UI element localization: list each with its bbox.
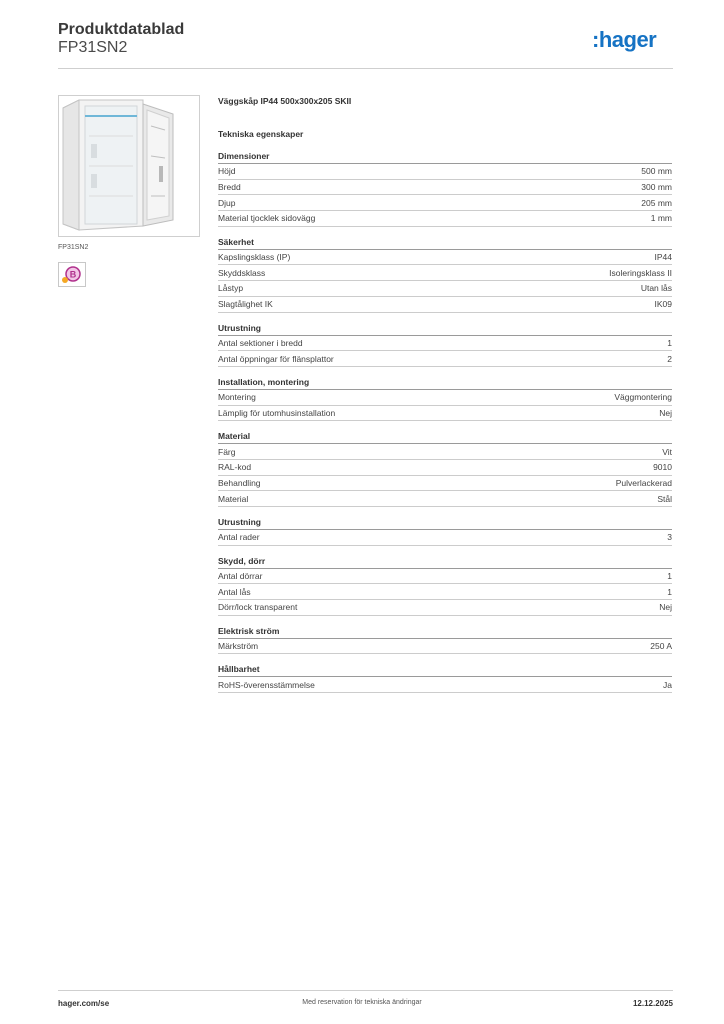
spec-row <box>218 250 672 266</box>
spec-row <box>218 336 672 352</box>
spec-value: 1 <box>667 571 672 582</box>
spec-row <box>218 180 672 196</box>
spec-label: Låstyp <box>218 283 244 294</box>
spec-section <box>218 431 672 507</box>
spec-section <box>218 323 672 367</box>
spec-label: Kapslingsklass (IP) <box>218 252 291 263</box>
section-title: Utrustning <box>218 323 672 336</box>
wall-cabinet-illustration <box>59 96 199 236</box>
spec-label: Material <box>218 493 249 504</box>
spec-row <box>218 265 672 281</box>
spec-row <box>218 390 672 406</box>
spec-label: Skyddsklass <box>218 267 266 278</box>
eco-label-badge-icon <box>58 262 86 287</box>
footer-date: 12.12.2025 <box>632 999 673 1008</box>
product-image <box>58 95 200 237</box>
spec-value: Ja <box>663 679 672 690</box>
spec-section <box>218 151 672 227</box>
spec-label: Höjd <box>218 166 236 177</box>
spec-value: IP44 <box>654 252 672 263</box>
spec-label: Slagtålighet IK <box>218 299 273 310</box>
spec-label: Bredd <box>218 182 241 193</box>
spec-value: 205 mm <box>641 197 672 208</box>
spec-label: Djup <box>218 197 236 208</box>
section-title: Säkerhet <box>218 237 672 250</box>
footer-disclaimer: Med reservation för tekniska ändringar <box>302 999 422 1006</box>
header-divider <box>58 68 673 69</box>
spec-section <box>218 626 672 655</box>
spec-section <box>218 517 672 546</box>
spec-value: 300 mm <box>641 182 672 193</box>
spec-row <box>218 281 672 297</box>
product-description: Väggskåp IP44 500x300x205 SKII <box>218 96 352 106</box>
spec-label: Antal lås <box>218 586 251 597</box>
spec-label: Montering <box>218 392 256 403</box>
section-title: Elektrisk ström <box>218 626 672 639</box>
spec-value: 250 A <box>650 641 672 652</box>
spec-row <box>218 211 672 227</box>
spec-label: Material tjocklek sidovägg <box>218 213 316 224</box>
spec-value: Nej <box>659 602 672 613</box>
spec-label: Antal dörrar <box>218 571 263 582</box>
spec-label: RoHS-överensstämmelse <box>218 679 315 690</box>
product-reference: FP31SN2 <box>58 39 128 56</box>
spec-value: Pulverlackerad <box>615 477 672 488</box>
spec-row <box>218 569 672 585</box>
svg-text:B: B <box>69 269 77 280</box>
spec-section <box>218 556 672 616</box>
spec-value: Nej <box>659 407 672 418</box>
spec-label: Färg <box>218 446 236 457</box>
spec-row <box>218 677 672 693</box>
footer-website: hager.com/se <box>58 999 110 1008</box>
spec-value: Utan lås <box>640 283 672 294</box>
spec-value: 500 mm <box>641 166 672 177</box>
section-title: Material <box>218 431 672 444</box>
spec-label: RAL-kod <box>218 462 252 473</box>
spec-value: 9010 <box>653 462 672 473</box>
spec-row <box>218 476 672 492</box>
page-title: Produktdatablad <box>58 21 185 38</box>
spec-row <box>218 297 672 313</box>
spec-label: Behandling <box>218 477 261 488</box>
spec-value: Isoleringsklass II <box>609 267 672 278</box>
section-title: Skydd, dörr <box>218 556 672 569</box>
spec-value: 1 <box>667 586 672 597</box>
spec-value: 2 <box>667 353 672 364</box>
spec-label: Antal sektioner i bredd <box>218 337 303 348</box>
spec-row <box>218 584 672 600</box>
section-title: Hållbarhet <box>218 664 672 677</box>
spec-section <box>218 664 672 693</box>
datasheet-content <box>218 96 672 703</box>
spec-row <box>218 195 672 211</box>
spec-row <box>218 406 672 422</box>
section-title: Utrustning <box>218 517 672 530</box>
spec-row <box>218 460 672 476</box>
spec-value: Stål <box>657 493 672 504</box>
spec-value: IK09 <box>654 299 672 310</box>
spec-value: 1 mm <box>650 213 672 224</box>
spec-value: Vit <box>662 446 672 457</box>
section-title: Dimensioner <box>218 151 672 164</box>
spec-value: 3 <box>667 532 672 543</box>
technical-properties-heading: Tekniska egenskaper <box>218 129 304 139</box>
spec-label: Dörr/lock transparent <box>218 602 298 613</box>
section-title: Installation, montering <box>218 377 672 390</box>
spec-row <box>218 491 672 507</box>
footer-divider <box>58 990 673 991</box>
spec-row <box>218 164 672 180</box>
spec-value: 1 <box>667 337 672 348</box>
spec-row <box>218 639 672 655</box>
spec-row <box>218 600 672 616</box>
spec-label: Antal öppningar för flänsplattor <box>218 353 334 364</box>
spec-section <box>218 237 672 313</box>
spec-label: Märkström <box>218 641 259 652</box>
hager-logo: :hager <box>592 27 657 52</box>
spec-row <box>218 444 672 460</box>
spec-label: Lämplig för utomhusinstallation <box>218 407 336 418</box>
spec-value: Väggmontering <box>614 392 672 403</box>
image-caption: FP31SN2 <box>58 244 89 251</box>
spec-row <box>218 530 672 546</box>
spec-row <box>218 351 672 367</box>
spec-sections <box>218 151 672 693</box>
spec-section <box>218 377 672 421</box>
spec-label: Antal rader <box>218 532 260 543</box>
